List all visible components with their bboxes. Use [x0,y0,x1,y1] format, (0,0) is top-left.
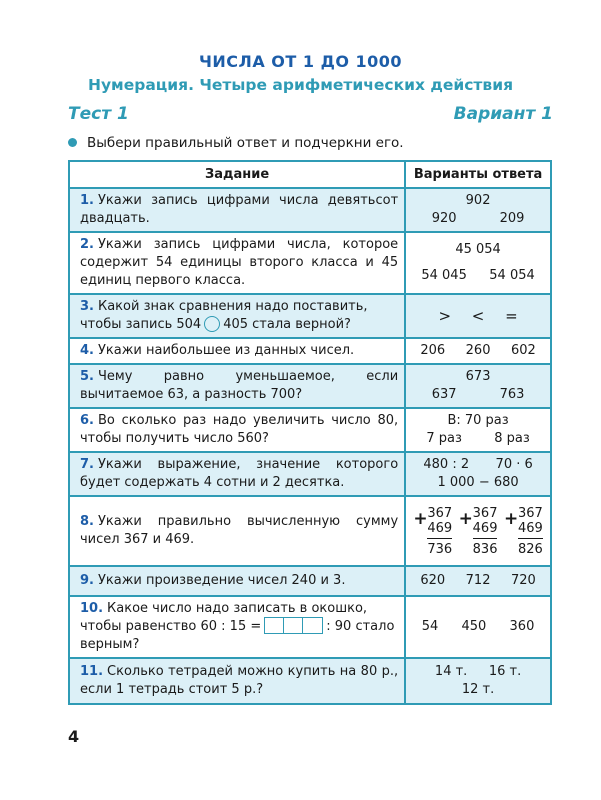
task-3-options [405,294,551,338]
task-row-5 [69,364,551,408]
task-9-text: Укажи произведение чисел 240 и 3. [97,573,346,588]
task-3-text-a: Какой знак сравнения надо поставить, чтобы запись 504 [80,299,368,332]
answer-option[interactable]: 7 раз [426,431,462,446]
task-4-options [405,338,551,364]
answer-option[interactable]: + 367 469 736 [413,505,453,557]
variant-label: Вариант 1 [453,104,553,124]
task-row-11 [69,658,551,704]
answer-option[interactable]: 902 [465,193,491,208]
task-8-question [69,496,405,566]
answer-option[interactable]: 54 054 [489,268,535,283]
answer-option[interactable]: + 367 469 826 [503,505,543,557]
answer-option[interactable]: 54 [421,619,439,634]
task-10-question [69,596,405,658]
bullet-icon [68,138,77,147]
answer-option[interactable]: 54 045 [421,268,467,283]
page-number: 4 [68,727,80,746]
task-11-question [69,658,405,704]
answer-option[interactable]: 14 т. [434,664,468,679]
answer-option[interactable]: 480 : 2 [423,457,470,472]
comparison-circle-icon [204,316,220,332]
answer-option[interactable]: 206 [420,343,446,358]
answer-option[interactable]: + 367 469 836 [458,505,498,557]
task-row-10 [69,596,551,658]
task-1-question [69,188,405,232]
task-10-options [405,596,551,658]
task-7-question [69,452,405,496]
task-1-number: 1. [80,193,94,208]
task-8-text: Укажи правильно вычисленную сумму чисел 367 и 469. [80,514,399,547]
answer-option[interactable]: = [505,307,518,325]
answer-option[interactable]: 8 раз [494,431,530,446]
plus-sign: + [458,508,473,529]
plus-sign: + [413,508,428,529]
task-2-text: Укажи запись цифрами числа, которое содержит 54 единицы второго класса и 45 единиц первого класса. [80,237,399,288]
task-3-question [69,294,405,338]
task-5-options [405,364,551,408]
task-row-4 [69,338,551,364]
answer-option[interactable]: 45 054 [455,242,501,257]
task-6-question [69,408,405,452]
task-6-number: 6. [80,413,94,428]
answer-option[interactable]: 12 т. [461,682,495,697]
answer-option[interactable]: 920 [431,211,457,226]
task-2-options [405,232,551,294]
task-row-7 [69,452,551,496]
task-7-number: 7. [80,457,94,472]
task-4-number: 4. [80,343,94,358]
task-4-question [69,338,405,364]
answer-option[interactable]: 1 000 − 680 [437,475,519,490]
answer-option[interactable]: 673 [465,369,491,384]
answer-option[interactable]: 209 [499,211,525,226]
task-5-question [69,364,405,408]
task-4-text: Укажи наибольшее из данных чисел. [97,343,355,358]
test-label: Тест 1 [68,104,129,124]
answer-option[interactable]: 602 [510,343,536,358]
answer-option[interactable]: 763 [499,387,525,402]
task-11-options [405,658,551,704]
plus-sign: + [503,508,519,529]
task-10-text-c: стало верным? [80,619,395,652]
answer-option[interactable]: < [471,307,485,325]
answer-option[interactable]: 16 т. [488,664,522,679]
task-row-2 [69,232,551,294]
task-10-text-a: Какое число надо записать в окошко, чтобы равенство [80,601,368,634]
task-2-question [69,232,405,294]
answer-option[interactable]: 260 [465,343,491,358]
task-8-number: 8. [80,514,94,529]
answer-boxes [264,617,323,634]
instruction-text: Выбери правильный ответ и подчеркни его. [87,135,404,151]
task-8-options [405,496,551,566]
table-header-row [69,161,551,188]
task-6-text: Во сколько раз надо увеличить число 80, чтобы получить число 560? [80,413,399,446]
task-1-text: Укажи запись цифрами числа девятьсот двадцать. [80,193,399,226]
answer-option[interactable]: 70 · 6 [495,457,533,472]
answer-option[interactable]: В: 70 раз [447,413,509,428]
task-10-number: 10. [80,601,104,616]
task-3-number: 3. [80,299,94,314]
task-7-options [405,452,551,496]
task-5-number: 5. [80,369,94,384]
task-6-options [405,408,551,452]
answer-option[interactable]: 637 [431,387,457,402]
task-1-options [405,188,551,232]
task-9-number: 9. [80,573,94,588]
task-10-text-b: : 90 [326,619,352,634]
answer-option[interactable]: 712 [465,573,491,588]
task-row-3 [69,294,551,338]
answer-option[interactable]: 360 [509,619,535,634]
task-11-text: Сколько тетрадей можно купить на 80 р., если 1 тетрадь стоит 5 р.? [80,664,399,697]
task-5-text: Чему равно уменьшаемое, если вычитаемое 63, а разность 700? [80,369,399,402]
task-row-6 [69,408,551,452]
task-3-text-b: 405 стала верной? [223,317,351,332]
task-10-equation: 60 : 15 = [200,619,262,634]
task-9-options [405,566,551,596]
instruction [68,135,404,151]
task-11-number: 11. [80,664,104,679]
answer-option[interactable]: > [438,307,452,325]
task-row-8 [69,496,551,566]
tasks-table [68,160,552,705]
answer-option[interactable]: 620 [420,573,446,588]
header-answers: Варианты ответа [405,161,551,188]
task-row-9 [69,566,551,596]
page-title: ЧИСЛА ОТ 1 ДО 1000 [198,52,403,71]
task-row-1 [69,188,551,232]
header-task: Задание [69,161,405,188]
answer-option[interactable]: 450 [461,619,487,634]
task-9-question [69,566,405,596]
task-7-text: Укажи выражение, значение которого будет содержать 4 сотни и 2 десятка. [80,457,399,490]
answer-option[interactable]: 720 [510,573,536,588]
page-subtitle: Нумерация. Четыре арифметических действия [87,76,514,94]
task-2-number: 2. [80,237,94,252]
